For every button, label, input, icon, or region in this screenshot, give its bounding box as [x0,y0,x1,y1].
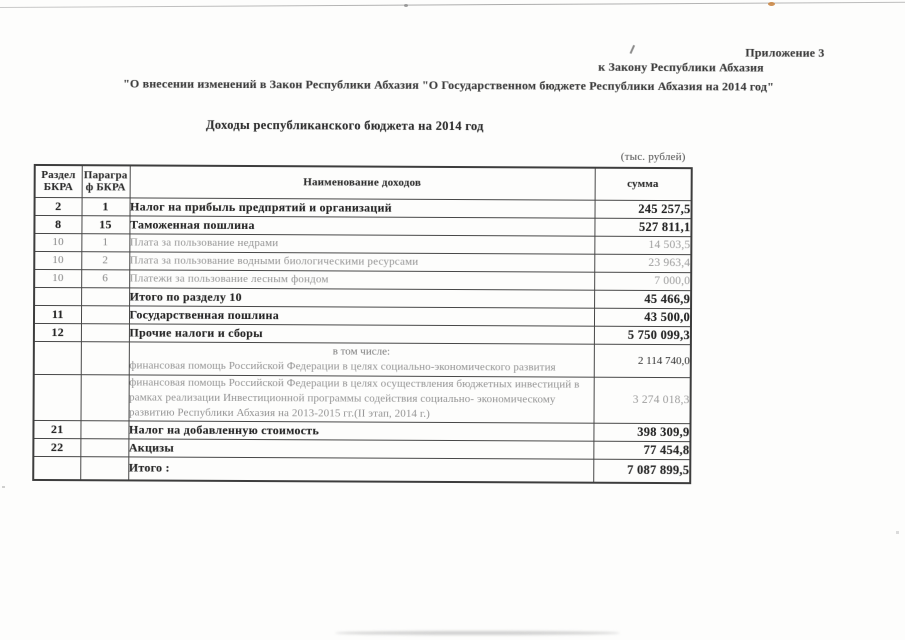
section-code: 21 [33,420,80,438]
paragraph-code [80,438,128,456]
revenue-sum: 398 309,9 [593,423,690,441]
subtotal-sum: 45 466,9 [594,290,691,308]
paragraph-code [81,341,129,374]
breakdown-sum: 3 274 018,3 [593,377,690,423]
revenue-name: Плата за пользование водными биологическими ресурсами [129,251,594,271]
annex-reference-line-1: Приложение 3 [745,45,825,60]
breakdown-item-line: финансовая помощь Российской Федерации в целях осуществления бюджетных инвестиций в [129,375,580,391]
paragraph-code [80,456,128,480]
paragraph-code [81,287,129,305]
revenue-name: Прочие налоги и сборы [129,323,594,343]
revenue-name: Платежи за пользование лесным фондом [129,269,594,289]
breakdown-item-line: развитию Республики Абхазия на 2013-2015 гг.(II этап, 2014 г.) [129,405,430,420]
revenue-sum: 23 963,4 [594,254,691,272]
breakdown-sum: 2 114 740,0 [594,344,691,377]
header-cell-amount: сумма [595,168,692,200]
revenue-sum: 43 500,0 [594,308,691,326]
section-code: 12 [34,323,81,341]
revenues-table [32,164,693,484]
paragraph-code [81,305,129,323]
table-row-breakdown [34,341,691,377]
section-code [34,287,81,305]
total-label: Итого : [128,456,593,482]
revenue-sum: 527 811,1 [594,218,691,236]
revenue-sum: 245 257,5 [595,200,692,218]
table-header-row [35,165,692,200]
breakdown-subheader: в том числе: [332,344,391,358]
paragraph-code [80,420,128,438]
section-code [34,341,81,374]
section-code: 10 [34,269,81,287]
section-code: 10 [34,233,81,251]
breakdown-cell [129,341,594,376]
section-code: 8 [34,215,81,233]
paragraph-code: 2 [81,251,129,269]
paragraph-code: 6 [81,269,129,287]
header-cell-section: Раздел БКРА [35,165,82,197]
header-cell-paragraph: Параграф БКРА [82,165,130,197]
breakdown-cell [129,374,594,422]
section-code [34,374,81,420]
header-cell-name: Наименование доходов [130,165,595,199]
paragraph-code [81,374,129,420]
revenue-name: Налог на прибыль предпрятий и организаций [130,197,595,217]
annex-reference-line-2: к Закону Республики Абхазия [598,59,764,75]
revenue-sum: 7 000,0 [594,272,691,290]
page-title: Доходы республиканского бюджета на 2014 год [205,117,484,134]
units-note: (тыс. рублей) [620,150,686,164]
subtotal-label: Итого по разделу 10 [129,287,594,307]
revenue-sum: 77 454,8 [593,441,690,459]
paragraph-code [81,323,129,341]
revenue-sum: 14 503,5 [594,236,691,254]
table-row-total [33,456,690,483]
section-code: 22 [33,438,80,456]
revenue-sum: 5 750 099,3 [594,326,691,344]
breakdown-item-line: рамках реализации Инвестиционной программы содействия социально- экономическому [129,390,556,406]
scan-slash-mark [630,45,636,54]
section-code: 11 [34,305,81,323]
table-row-breakdown [34,374,691,423]
paragraph-code: 1 [81,233,129,251]
revenue-name: Плата за пользование недрами [129,233,594,253]
paragraph-code: 1 [82,197,130,215]
breakdown-item: финансовая помощь Российской Федерации в целях социально-экономического развития [129,358,556,374]
section-code: 10 [34,251,81,269]
revenue-name: Таможенная пошлина [129,215,594,235]
revenue-name: Государственная пошлина [129,305,594,325]
revenue-name: Налог на добавленную стоимость [128,420,593,440]
total-sum: 7 087 899,5 [593,459,690,483]
revenue-name: Акцизы [128,438,593,458]
annex-reference-line-3: "О внесении изменений в Закон Республики Абхазия "О Государственном бюджете Республики Абхазия на 2014 год" [123,76,774,94]
paragraph-code: 15 [81,215,129,233]
section-code [33,456,80,480]
section-code: 2 [35,197,82,215]
